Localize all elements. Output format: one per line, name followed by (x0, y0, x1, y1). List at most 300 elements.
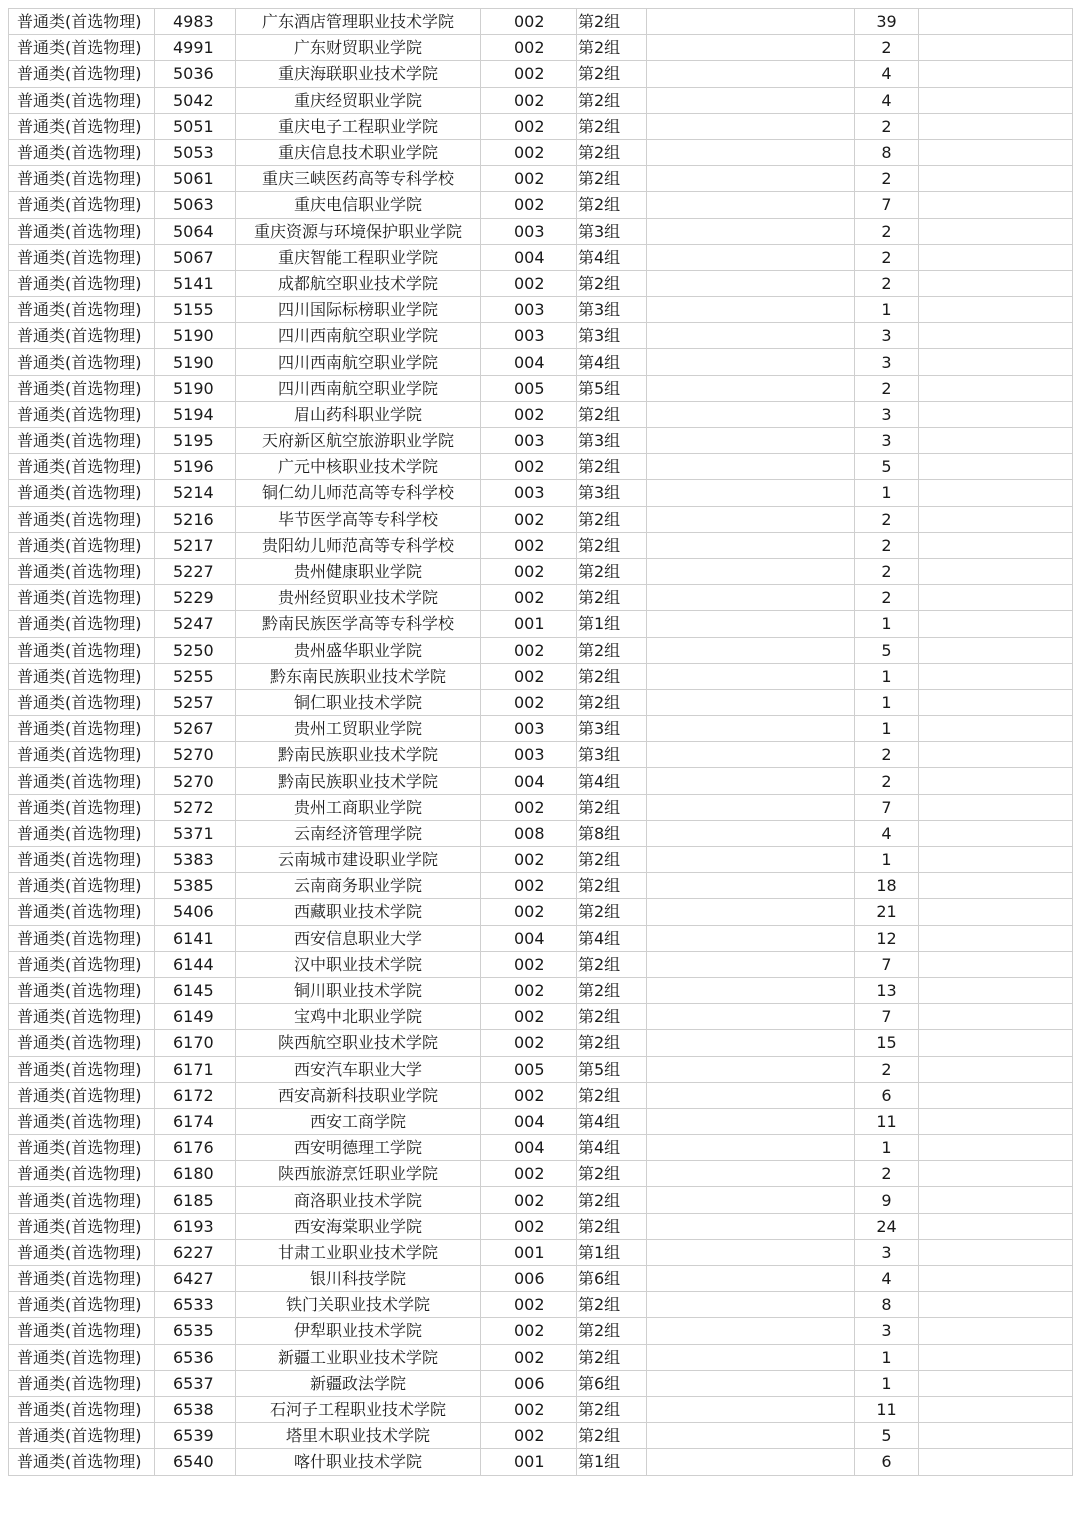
school-name-cell: 贵州工贸职业学院 (236, 716, 481, 742)
school-name-cell: 塔里木职业技术学院 (236, 1423, 481, 1449)
blank-cell (647, 375, 855, 401)
blank-cell (919, 35, 1073, 61)
table-row (9, 166, 1073, 192)
plan-count-cell: 1 (855, 611, 919, 637)
blank-cell (919, 1213, 1073, 1239)
school-code-cell: 6170 (155, 1030, 236, 1056)
group-code-cell: 002 (481, 532, 577, 558)
school-code-cell: 4983 (155, 9, 236, 35)
blank-cell (919, 297, 1073, 323)
school-code-cell: 6144 (155, 951, 236, 977)
blank-cell (647, 768, 855, 794)
school-name-cell: 云南城市建设职业学院 (236, 847, 481, 873)
category-cell: 普通类(首选物理) (9, 1449, 155, 1475)
table-row (9, 532, 1073, 558)
category-cell: 普通类(首选物理) (9, 166, 155, 192)
blank-cell (647, 611, 855, 637)
school-name-cell: 西安工商学院 (236, 1108, 481, 1134)
category-cell: 普通类(首选物理) (9, 139, 155, 165)
table-row (9, 1030, 1073, 1056)
blank-cell (647, 742, 855, 768)
category-cell: 普通类(首选物理) (9, 637, 155, 663)
table-row (9, 1082, 1073, 1108)
table-row (9, 716, 1073, 742)
blank-cell (647, 1030, 855, 1056)
group-name-cell: 第1组 (577, 1449, 647, 1475)
plan-count-cell: 7 (855, 951, 919, 977)
blank-cell (919, 742, 1073, 768)
school-name-cell: 西安高新科技职业学院 (236, 1082, 481, 1108)
group-code-cell: 003 (481, 218, 577, 244)
group-code-cell: 002 (481, 270, 577, 296)
table-row (9, 1239, 1073, 1265)
group-name-cell: 第3组 (577, 716, 647, 742)
blank-cell (919, 820, 1073, 846)
category-cell: 普通类(首选物理) (9, 532, 155, 558)
group-code-cell: 002 (481, 1161, 577, 1187)
group-name-cell: 第3组 (577, 742, 647, 768)
table-row (9, 139, 1073, 165)
category-cell: 普通类(首选物理) (9, 113, 155, 139)
group-name-cell: 第5组 (577, 1056, 647, 1082)
plan-count-cell: 2 (855, 585, 919, 611)
group-code-cell: 002 (481, 1187, 577, 1213)
table-row (9, 1292, 1073, 1318)
blank-cell (919, 768, 1073, 794)
school-name-cell: 陕西航空职业技术学院 (236, 1030, 481, 1056)
blank-cell (647, 192, 855, 218)
table-row (9, 9, 1073, 35)
group-name-cell: 第4组 (577, 1135, 647, 1161)
plan-count-cell: 6 (855, 1449, 919, 1475)
group-code-cell: 004 (481, 1108, 577, 1134)
plan-count-cell: 1 (855, 1135, 919, 1161)
group-name-cell: 第4组 (577, 244, 647, 270)
blank-cell (919, 847, 1073, 873)
table-row (9, 1423, 1073, 1449)
plan-count-cell: 2 (855, 375, 919, 401)
school-name-cell: 新疆政法学院 (236, 1370, 481, 1396)
category-cell: 普通类(首选物理) (9, 1318, 155, 1344)
blank-cell (647, 35, 855, 61)
group-code-cell: 002 (481, 977, 577, 1003)
blank-cell (647, 1239, 855, 1265)
school-code-cell: 5272 (155, 794, 236, 820)
table-row (9, 925, 1073, 951)
school-code-cell: 6185 (155, 1187, 236, 1213)
plan-count-cell: 2 (855, 35, 919, 61)
group-code-cell: 002 (481, 1213, 577, 1239)
category-cell: 普通类(首选物理) (9, 61, 155, 87)
school-code-cell: 6427 (155, 1266, 236, 1292)
plan-count-cell: 21 (855, 899, 919, 925)
blank-cell (919, 1318, 1073, 1344)
plan-count-cell: 4 (855, 1266, 919, 1292)
category-cell: 普通类(首选物理) (9, 218, 155, 244)
group-code-cell: 003 (481, 297, 577, 323)
school-name-cell: 伊犁职业技术学院 (236, 1318, 481, 1344)
group-code-cell: 002 (481, 9, 577, 35)
plan-count-cell: 7 (855, 1004, 919, 1030)
school-code-cell: 5371 (155, 820, 236, 846)
table-row (9, 270, 1073, 296)
plan-count-cell: 3 (855, 1239, 919, 1265)
plan-count-cell: 6 (855, 1082, 919, 1108)
group-code-cell: 004 (481, 768, 577, 794)
blank-cell (919, 1423, 1073, 1449)
group-code-cell: 002 (481, 506, 577, 532)
group-code-cell: 004 (481, 349, 577, 375)
category-cell: 普通类(首选物理) (9, 375, 155, 401)
school-code-cell: 5217 (155, 532, 236, 558)
blank-cell (647, 558, 855, 584)
school-name-cell: 铜川职业技术学院 (236, 977, 481, 1003)
plan-count-cell: 4 (855, 87, 919, 113)
group-code-cell: 003 (481, 716, 577, 742)
school-name-cell: 重庆经贸职业学院 (236, 87, 481, 113)
plan-count-cell: 1 (855, 663, 919, 689)
plan-count-cell: 2 (855, 532, 919, 558)
school-name-cell: 重庆电信职业学院 (236, 192, 481, 218)
school-name-cell: 重庆海联职业技术学院 (236, 61, 481, 87)
school-code-cell: 5214 (155, 480, 236, 506)
plan-count-cell: 2 (855, 166, 919, 192)
group-name-cell: 第2组 (577, 35, 647, 61)
plan-count-cell: 9 (855, 1187, 919, 1213)
group-name-cell: 第2组 (577, 1423, 647, 1449)
blank-cell (647, 1056, 855, 1082)
school-name-cell: 汉中职业技术学院 (236, 951, 481, 977)
group-name-cell: 第6组 (577, 1266, 647, 1292)
category-cell: 普通类(首选物理) (9, 820, 155, 846)
table-row (9, 1370, 1073, 1396)
category-cell: 普通类(首选物理) (9, 454, 155, 480)
school-name-cell: 西藏职业技术学院 (236, 899, 481, 925)
school-name-cell: 广东财贸职业学院 (236, 35, 481, 61)
group-code-cell: 002 (481, 558, 577, 584)
group-name-cell: 第2组 (577, 558, 647, 584)
group-name-cell: 第2组 (577, 532, 647, 558)
table-row (9, 375, 1073, 401)
blank-cell (647, 139, 855, 165)
table-row (9, 794, 1073, 820)
category-cell: 普通类(首选物理) (9, 951, 155, 977)
blank-cell (919, 716, 1073, 742)
group-code-cell: 005 (481, 1056, 577, 1082)
school-name-cell: 黔南民族职业技术学院 (236, 742, 481, 768)
school-code-cell: 6176 (155, 1135, 236, 1161)
school-name-cell: 铜仁幼儿师范高等专科学校 (236, 480, 481, 506)
school-name-cell: 四川西南航空职业学院 (236, 323, 481, 349)
blank-cell (919, 375, 1073, 401)
group-name-cell: 第2组 (577, 637, 647, 663)
school-name-cell: 西安明德理工学院 (236, 1135, 481, 1161)
school-code-cell: 6539 (155, 1423, 236, 1449)
school-code-cell: 5270 (155, 742, 236, 768)
group-code-cell: 002 (481, 61, 577, 87)
school-name-cell: 重庆电子工程职业学院 (236, 113, 481, 139)
school-code-cell: 5053 (155, 139, 236, 165)
blank-cell (919, 270, 1073, 296)
school-code-cell: 5195 (155, 428, 236, 454)
group-name-cell: 第2组 (577, 139, 647, 165)
category-cell: 普通类(首选物理) (9, 794, 155, 820)
blank-cell (919, 925, 1073, 951)
school-code-cell: 6536 (155, 1344, 236, 1370)
group-name-cell: 第2组 (577, 873, 647, 899)
plan-count-cell: 18 (855, 873, 919, 899)
group-name-cell: 第2组 (577, 192, 647, 218)
school-code-cell: 5036 (155, 61, 236, 87)
blank-cell (919, 1187, 1073, 1213)
plan-count-cell: 11 (855, 1108, 919, 1134)
category-cell: 普通类(首选物理) (9, 401, 155, 427)
blank-cell (647, 1004, 855, 1030)
blank-cell (919, 1161, 1073, 1187)
category-cell: 普通类(首选物理) (9, 87, 155, 113)
school-name-cell: 宝鸡中北职业学院 (236, 1004, 481, 1030)
school-name-cell: 西安汽车职业大学 (236, 1056, 481, 1082)
blank-cell (919, 139, 1073, 165)
table-row (9, 1396, 1073, 1422)
school-code-cell: 5247 (155, 611, 236, 637)
blank-cell (647, 1108, 855, 1134)
plan-count-cell: 3 (855, 1318, 919, 1344)
blank-cell (647, 428, 855, 454)
school-name-cell: 黔东南民族职业技术学院 (236, 663, 481, 689)
group-name-cell: 第2组 (577, 166, 647, 192)
category-cell: 普通类(首选物理) (9, 742, 155, 768)
school-name-cell: 重庆智能工程职业学院 (236, 244, 481, 270)
blank-cell (919, 166, 1073, 192)
plan-count-cell: 8 (855, 139, 919, 165)
group-code-cell: 008 (481, 820, 577, 846)
table-row (9, 689, 1073, 715)
category-cell: 普通类(首选物理) (9, 585, 155, 611)
group-name-cell: 第2组 (577, 87, 647, 113)
blank-cell (647, 1344, 855, 1370)
category-cell: 普通类(首选物理) (9, 1161, 155, 1187)
group-code-cell: 002 (481, 1004, 577, 1030)
table-row (9, 977, 1073, 1003)
blank-cell (919, 558, 1073, 584)
school-code-cell: 5155 (155, 297, 236, 323)
group-name-cell: 第2组 (577, 1004, 647, 1030)
table-row (9, 1108, 1073, 1134)
category-cell: 普通类(首选物理) (9, 611, 155, 637)
blank-cell (647, 244, 855, 270)
blank-cell (919, 454, 1073, 480)
blank-cell (647, 1370, 855, 1396)
category-cell: 普通类(首选物理) (9, 847, 155, 873)
blank-cell (919, 532, 1073, 558)
school-name-cell: 云南经济管理学院 (236, 820, 481, 846)
table-row (9, 1449, 1073, 1475)
plan-count-cell: 2 (855, 270, 919, 296)
blank-cell (647, 349, 855, 375)
blank-cell (919, 401, 1073, 427)
school-code-cell: 5190 (155, 349, 236, 375)
blank-cell (919, 794, 1073, 820)
group-name-cell: 第2组 (577, 847, 647, 873)
school-code-cell: 6141 (155, 925, 236, 951)
group-name-cell: 第5组 (577, 375, 647, 401)
blank-cell (647, 506, 855, 532)
plan-count-cell: 3 (855, 428, 919, 454)
group-code-cell: 002 (481, 1396, 577, 1422)
group-name-cell: 第3组 (577, 297, 647, 323)
table-row (9, 742, 1073, 768)
plan-count-cell: 5 (855, 1423, 919, 1449)
group-name-cell: 第2组 (577, 270, 647, 296)
table-row (9, 663, 1073, 689)
blank-cell (647, 401, 855, 427)
blank-cell (647, 1213, 855, 1239)
category-cell: 普通类(首选物理) (9, 873, 155, 899)
school-name-cell: 西安信息职业大学 (236, 925, 481, 951)
group-code-cell: 002 (481, 1423, 577, 1449)
school-code-cell: 4991 (155, 35, 236, 61)
school-code-cell: 5255 (155, 663, 236, 689)
plan-count-cell: 24 (855, 1213, 919, 1239)
plan-count-cell: 2 (855, 506, 919, 532)
group-code-cell: 002 (481, 873, 577, 899)
blank-cell (647, 925, 855, 951)
blank-cell (647, 270, 855, 296)
school-name-cell: 贵阳幼儿师范高等专科学校 (236, 532, 481, 558)
table-row (9, 87, 1073, 113)
blank-cell (919, 428, 1073, 454)
group-code-cell: 002 (481, 166, 577, 192)
blank-cell (647, 847, 855, 873)
category-cell: 普通类(首选物理) (9, 270, 155, 296)
school-name-cell: 黔南民族医学高等专科学校 (236, 611, 481, 637)
plan-count-cell: 39 (855, 9, 919, 35)
school-code-cell: 5406 (155, 899, 236, 925)
blank-cell (647, 166, 855, 192)
blank-cell (647, 873, 855, 899)
group-name-cell: 第2组 (577, 9, 647, 35)
blank-cell (919, 1370, 1073, 1396)
group-name-cell: 第6组 (577, 1370, 647, 1396)
group-code-cell: 002 (481, 1292, 577, 1318)
category-cell: 普通类(首选物理) (9, 977, 155, 1003)
group-code-cell: 002 (481, 794, 577, 820)
blank-cell (919, 506, 1073, 532)
blank-cell (647, 637, 855, 663)
group-name-cell: 第2组 (577, 401, 647, 427)
table-row (9, 820, 1073, 846)
plan-count-cell: 2 (855, 113, 919, 139)
plan-count-cell: 2 (855, 1056, 919, 1082)
school-code-cell: 5141 (155, 270, 236, 296)
blank-cell (919, 9, 1073, 35)
blank-cell (647, 977, 855, 1003)
blank-cell (647, 480, 855, 506)
plan-count-cell: 2 (855, 244, 919, 270)
school-name-cell: 广元中核职业技术学院 (236, 454, 481, 480)
plan-count-cell: 4 (855, 820, 919, 846)
group-code-cell: 002 (481, 689, 577, 715)
plan-count-cell: 1 (855, 1370, 919, 1396)
table-row (9, 558, 1073, 584)
group-name-cell: 第8组 (577, 820, 647, 846)
category-cell: 普通类(首选物理) (9, 1423, 155, 1449)
school-name-cell: 银川科技学院 (236, 1266, 481, 1292)
school-code-cell: 5227 (155, 558, 236, 584)
blank-cell (647, 1449, 855, 1475)
group-code-cell: 001 (481, 1239, 577, 1265)
blank-cell (919, 1082, 1073, 1108)
table-row (9, 1056, 1073, 1082)
plan-count-cell: 1 (855, 716, 919, 742)
table-row (9, 1004, 1073, 1030)
group-code-cell: 002 (481, 192, 577, 218)
plan-count-cell: 12 (855, 925, 919, 951)
group-name-cell: 第2组 (577, 113, 647, 139)
table-row (9, 428, 1073, 454)
group-name-cell: 第1组 (577, 1239, 647, 1265)
category-cell: 普通类(首选物理) (9, 663, 155, 689)
school-code-cell: 5270 (155, 768, 236, 794)
group-code-cell: 001 (481, 611, 577, 637)
category-cell: 普通类(首选物理) (9, 480, 155, 506)
blank-cell (647, 1423, 855, 1449)
blank-cell (647, 794, 855, 820)
blank-cell (647, 716, 855, 742)
plan-count-cell: 1 (855, 689, 919, 715)
table-row (9, 899, 1073, 925)
school-name-cell: 广东酒店管理职业技术学院 (236, 9, 481, 35)
admission-plan-table (8, 8, 1073, 1476)
blank-cell (919, 1004, 1073, 1030)
blank-cell (647, 1266, 855, 1292)
category-cell: 普通类(首选物理) (9, 925, 155, 951)
category-cell: 普通类(首选物理) (9, 244, 155, 270)
plan-count-cell: 5 (855, 637, 919, 663)
school-code-cell: 6180 (155, 1161, 236, 1187)
group-name-cell: 第2组 (577, 689, 647, 715)
category-cell: 普通类(首选物理) (9, 1396, 155, 1422)
blank-cell (647, 218, 855, 244)
group-name-cell: 第2组 (577, 1187, 647, 1213)
school-code-cell: 5385 (155, 873, 236, 899)
category-cell: 普通类(首选物理) (9, 558, 155, 584)
school-code-cell: 5067 (155, 244, 236, 270)
table-row (9, 1135, 1073, 1161)
group-name-cell: 第3组 (577, 323, 647, 349)
group-code-cell: 002 (481, 1344, 577, 1370)
table-row (9, 847, 1073, 873)
blank-cell (647, 899, 855, 925)
group-code-cell: 006 (481, 1370, 577, 1396)
group-name-cell: 第3组 (577, 218, 647, 244)
plan-count-cell: 13 (855, 977, 919, 1003)
group-name-cell: 第4组 (577, 768, 647, 794)
school-code-cell: 5064 (155, 218, 236, 244)
blank-cell (647, 820, 855, 846)
group-name-cell: 第2组 (577, 663, 647, 689)
table-row (9, 506, 1073, 532)
group-code-cell: 004 (481, 925, 577, 951)
school-code-cell: 6535 (155, 1318, 236, 1344)
group-name-cell: 第2组 (577, 1030, 647, 1056)
blank-cell (919, 663, 1073, 689)
blank-cell (919, 585, 1073, 611)
blank-cell (647, 1292, 855, 1318)
school-code-cell: 5250 (155, 637, 236, 663)
blank-cell (919, 218, 1073, 244)
